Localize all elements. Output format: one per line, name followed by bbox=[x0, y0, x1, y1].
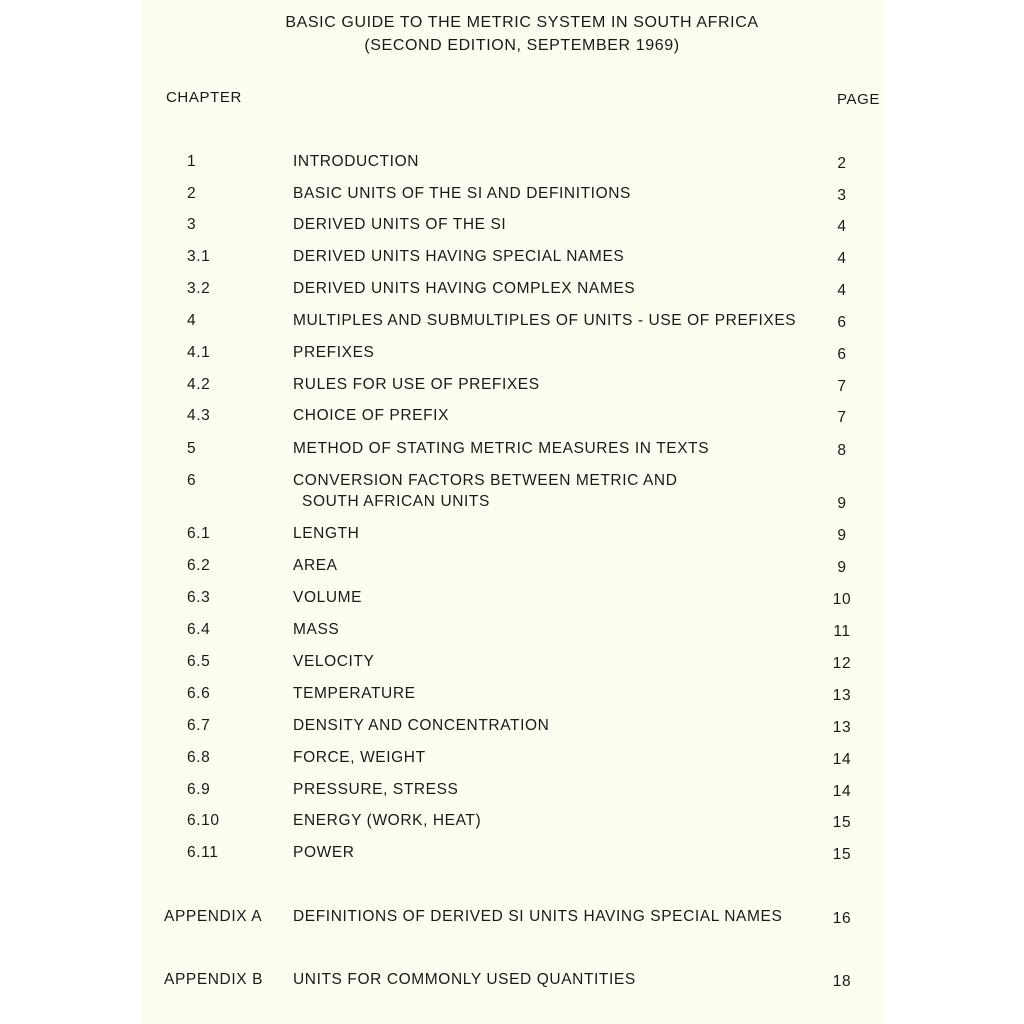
toc-entry-title: CONVERSION FACTORS BETWEEN METRIC AND bbox=[293, 472, 678, 489]
toc-entry-number: 6.2 bbox=[187, 557, 211, 574]
toc-entry-page: 14 bbox=[832, 751, 852, 768]
document-title: BASIC GUIDE TO THE METRIC SYSTEM IN SOUTH AFRICA bbox=[285, 14, 759, 31]
toc-entry-number: 4.2 bbox=[187, 376, 211, 393]
appendix-page: 18 bbox=[832, 973, 852, 990]
toc-entry bbox=[142, 525, 884, 555]
toc-entry bbox=[142, 216, 884, 246]
toc-entry-page: 3 bbox=[837, 187, 847, 204]
toc-entry-title: POWER bbox=[293, 844, 355, 861]
toc-entry-page: 9 bbox=[837, 559, 847, 576]
toc-entry-title: ENERGY (WORK, HEAT) bbox=[293, 812, 482, 829]
toc-entry bbox=[142, 557, 884, 587]
toc-entry bbox=[142, 344, 884, 374]
appendix-title: DEFINITIONS OF DERIVED SI UNITS HAVING SPECIAL NAMES bbox=[293, 908, 783, 925]
toc-entry-number: 6.1 bbox=[187, 525, 211, 542]
toc-entry bbox=[142, 312, 884, 342]
toc-entry-number: 6.7 bbox=[187, 717, 211, 734]
toc-entry-page: 4 bbox=[837, 218, 847, 235]
toc-entry-title: TEMPERATURE bbox=[293, 685, 416, 702]
toc-entry-title-continued: SOUTH AFRICAN UNITS bbox=[302, 493, 490, 510]
toc-entry-number: 6.3 bbox=[187, 589, 211, 606]
document-edition: (SECOND EDITION, SEPTEMBER 1969) bbox=[364, 37, 680, 54]
toc-entry bbox=[142, 440, 884, 470]
toc-entry bbox=[142, 153, 884, 183]
toc-entry bbox=[142, 280, 884, 310]
toc-entry bbox=[142, 685, 884, 715]
toc-entry-page: 8 bbox=[837, 442, 847, 459]
page-column-header: PAGE bbox=[837, 91, 880, 108]
toc-entry bbox=[142, 472, 884, 524]
toc-entry-number: 6.6 bbox=[187, 685, 211, 702]
toc-entry-page: 10 bbox=[832, 591, 852, 608]
toc-entry-title: DERIVED UNITS OF THE SI bbox=[293, 216, 507, 233]
toc-entry-page: 15 bbox=[832, 814, 852, 831]
appendix-label: APPENDIX A bbox=[164, 908, 263, 925]
toc-entry-number: 6.10 bbox=[187, 812, 220, 829]
toc-entry bbox=[142, 844, 884, 874]
toc-entry-number: 5 bbox=[187, 440, 197, 457]
toc-entry-title: DERIVED UNITS HAVING SPECIAL NAMES bbox=[293, 248, 625, 265]
toc-entry-title: VELOCITY bbox=[293, 653, 375, 670]
toc-entry-page: 14 bbox=[832, 783, 852, 800]
toc-entry-page: 6 bbox=[837, 346, 847, 363]
toc-entry-page: 13 bbox=[832, 719, 852, 736]
toc-entry-page: 4 bbox=[837, 250, 847, 267]
appendix-label: APPENDIX B bbox=[164, 971, 264, 988]
toc-entry-page: 9 bbox=[837, 495, 847, 512]
toc-entry-number: 6.8 bbox=[187, 749, 211, 766]
toc-entry-number: 2 bbox=[187, 185, 197, 202]
toc-entry-page: 7 bbox=[837, 378, 847, 395]
toc-entry-page: 11 bbox=[833, 623, 851, 640]
toc-entry-page: 6 bbox=[837, 314, 847, 331]
toc-entry-page: 13 bbox=[832, 687, 852, 704]
toc-entry-title: DENSITY AND CONCENTRATION bbox=[293, 717, 550, 734]
toc-entry bbox=[142, 248, 884, 278]
toc-entry-title: VOLUME bbox=[293, 589, 363, 606]
toc-entry bbox=[142, 621, 884, 651]
toc-entry-title: PREFIXES bbox=[293, 344, 375, 361]
toc-entry-title: DERIVED UNITS HAVING COMPLEX NAMES bbox=[293, 280, 636, 297]
appendix-title: UNITS FOR COMMONLY USED QUANTITIES bbox=[293, 971, 636, 988]
toc-entry bbox=[142, 717, 884, 747]
toc-entry bbox=[142, 376, 884, 406]
toc-entry bbox=[142, 407, 884, 437]
toc-entry-title: LENGTH bbox=[293, 525, 360, 542]
toc-entry-number: 3.2 bbox=[187, 280, 211, 297]
toc-entry-title: AREA bbox=[293, 557, 338, 574]
toc-entry-number: 6.9 bbox=[187, 781, 211, 798]
toc-entry-title: INTRODUCTION bbox=[293, 153, 420, 170]
toc-entry-page: 9 bbox=[837, 527, 847, 544]
toc-entry-title: MASS bbox=[293, 621, 340, 638]
toc-entry bbox=[142, 589, 884, 619]
toc-entry bbox=[142, 812, 884, 842]
toc-entry-number: 4 bbox=[187, 312, 197, 329]
toc-entry bbox=[142, 781, 884, 811]
toc-entry-page: 7 bbox=[837, 409, 847, 426]
toc-entry-number: 3 bbox=[187, 216, 197, 233]
toc-entry-number: 6 bbox=[187, 472, 197, 489]
toc-entry-page: 2 bbox=[837, 155, 847, 172]
toc-entry-title: MULTIPLES AND SUBMULTIPLES OF UNITS - USE OF PREFIXES bbox=[293, 312, 797, 329]
toc-entry-title: BASIC UNITS OF THE SI AND DEFINITIONS bbox=[293, 185, 631, 202]
toc-entry-page: 4 bbox=[837, 282, 847, 299]
toc-entry-number: 6.4 bbox=[187, 621, 211, 638]
toc-entry-title: PRESSURE, STRESS bbox=[293, 781, 459, 798]
document-page bbox=[142, 0, 884, 1024]
toc-entry-title: CHOICE OF PREFIX bbox=[293, 407, 450, 424]
toc-entry-number: 3.1 bbox=[187, 248, 211, 265]
toc-entry bbox=[142, 653, 884, 683]
appendix-entry bbox=[142, 908, 884, 938]
toc-entry-title: FORCE, WEIGHT bbox=[293, 749, 426, 766]
toc-entry-page: 12 bbox=[832, 655, 852, 672]
appendix-page: 16 bbox=[832, 910, 852, 927]
toc-entry-number: 6.5 bbox=[187, 653, 211, 670]
toc-entry-number: 6.11 bbox=[187, 844, 219, 861]
toc-entry-title: RULES FOR USE OF PREFIXES bbox=[293, 376, 540, 393]
toc-entry-title: METHOD OF STATING METRIC MEASURES IN TEXTS bbox=[293, 440, 710, 457]
toc-entry bbox=[142, 749, 884, 779]
toc-entry-page: 15 bbox=[832, 846, 852, 863]
toc-entry-number: 1 bbox=[187, 153, 197, 170]
toc-entry-number: 4.3 bbox=[187, 407, 211, 424]
toc-entry bbox=[142, 185, 884, 215]
toc-entry-number: 4.1 bbox=[187, 344, 211, 361]
chapter-column-header: CHAPTER bbox=[166, 89, 242, 106]
appendix-entry bbox=[142, 971, 884, 1001]
